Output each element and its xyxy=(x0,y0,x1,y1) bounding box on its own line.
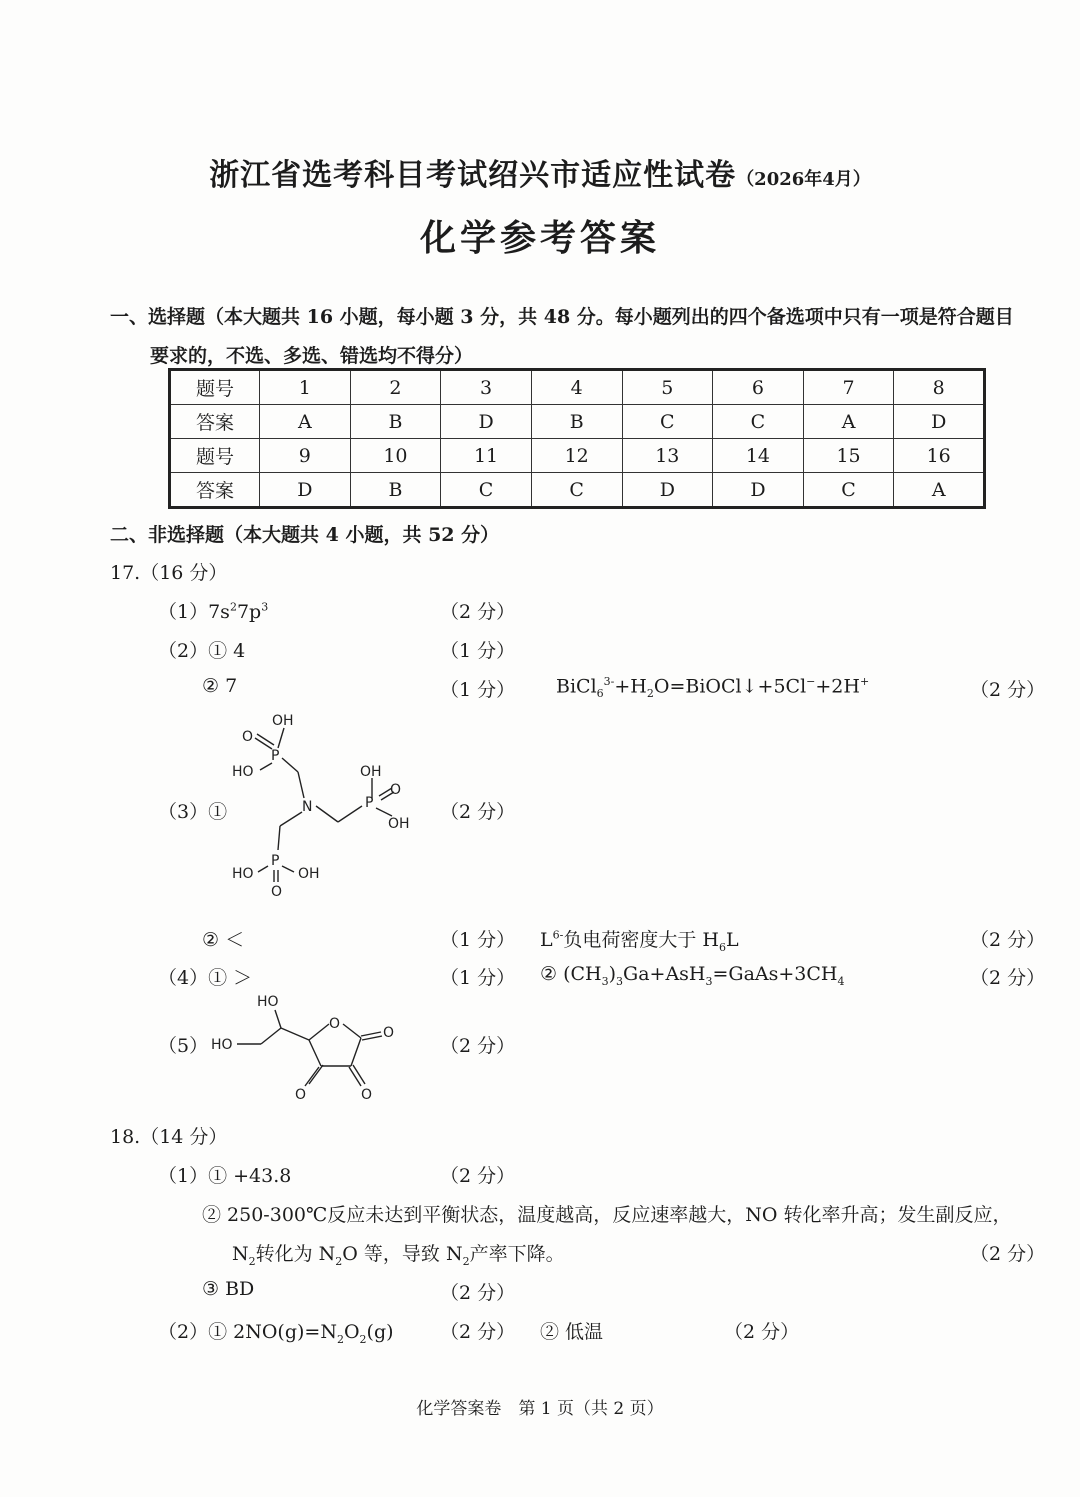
table-cell: B xyxy=(350,405,441,439)
eq-part: ② (CH xyxy=(540,963,602,985)
exam-date: （2026年4月） xyxy=(736,169,871,190)
q18-p2b: ② 低温 xyxy=(540,1321,604,1343)
q17-p3b-score: （1 分） xyxy=(440,929,516,951)
struct-label-o: O xyxy=(295,1087,307,1103)
table-header-number: 题号 xyxy=(170,370,260,405)
table-cell: D xyxy=(441,405,532,439)
table-cell: 12 xyxy=(531,439,622,473)
table-cell: D xyxy=(713,473,804,508)
struct-label-oh: OH xyxy=(272,713,294,729)
subscript: 2 xyxy=(336,1332,344,1346)
subscript: 2 xyxy=(359,1332,367,1346)
subscript: 3 xyxy=(616,974,624,988)
q17-p2b: ② 7 xyxy=(202,675,238,697)
table-row xyxy=(170,439,985,473)
lactone-structure xyxy=(205,990,405,1105)
q18-header: 18.（14 分） xyxy=(110,1126,228,1148)
eq-part: =GaAs+3CH xyxy=(712,963,838,985)
q18-p1: （1）① +43.8 xyxy=(158,1165,292,1187)
table-cell: 9 xyxy=(260,439,351,473)
q17-p2: （2）① 4 xyxy=(158,640,246,662)
struct-label-o: O xyxy=(383,1025,395,1041)
struct-label-o: O xyxy=(329,1016,341,1032)
eq-part: ) xyxy=(608,963,617,985)
table-cell: A xyxy=(894,473,985,508)
table-cell: A xyxy=(803,405,894,439)
q18-p1-score: （2 分） xyxy=(440,1165,516,1187)
table-cell: C xyxy=(531,473,622,508)
q18-p1c: ③ BD xyxy=(202,1278,255,1300)
table-row xyxy=(170,473,985,508)
superscript: + xyxy=(859,675,870,688)
table-row xyxy=(170,405,985,439)
q17-p3-score: （2 分） xyxy=(440,801,516,823)
superscript: 2 xyxy=(229,600,237,614)
q18-p2 xyxy=(158,1317,394,1346)
table-cell: 2 xyxy=(350,370,441,405)
table-cell: 1 xyxy=(260,370,351,405)
q17-p4-score: （1 分） xyxy=(440,967,516,989)
struct-label-ho: HO xyxy=(257,994,279,1010)
superscript: 3 xyxy=(261,600,269,614)
q17-p4-equation xyxy=(540,963,845,988)
subscript: 4 xyxy=(837,974,845,988)
table-cell: 13 xyxy=(622,439,713,473)
q17-p4-eq-score: （2 分） xyxy=(970,967,1046,989)
q17-p2b-equation xyxy=(556,675,869,700)
struct-label-p: P xyxy=(271,853,280,869)
table-cell: 8 xyxy=(894,370,985,405)
q17-p5-score: （2 分） xyxy=(440,1035,516,1057)
table-cell: 5 xyxy=(622,370,713,405)
q17-p1 xyxy=(158,597,268,624)
section2-heading: 二、非选择题（本大题共 4 小题，共 52 分） xyxy=(110,524,500,546)
struct-label-p: P xyxy=(365,795,374,811)
text-part: 转化为 N xyxy=(255,1243,336,1265)
q17-header: 17.（16 分） xyxy=(110,562,228,584)
q17-p3: （3）① xyxy=(158,801,228,823)
q18-p2-score: （2 分） xyxy=(440,1321,516,1343)
table-cell: 4 xyxy=(531,370,622,405)
table-cell: A xyxy=(260,405,351,439)
table-cell: D xyxy=(260,473,351,508)
table-cell: 11 xyxy=(441,439,532,473)
q17-p1-label: （1） xyxy=(158,601,209,623)
eq-part: +H xyxy=(614,675,647,698)
table-cell: C xyxy=(441,473,532,508)
text-part: O 等，导致 N xyxy=(342,1243,463,1265)
table-cell: C xyxy=(803,473,894,508)
superscript: − xyxy=(806,675,816,688)
struct-label-oh: OH xyxy=(388,816,410,832)
q18-p1b-line1: ② 250-300℃反应未达到平衡状态，温度越高，反应速率越大，NO 转化率升高；发生副反应， xyxy=(202,1204,1012,1226)
subscript: 3 xyxy=(601,974,609,988)
table-cell: 14 xyxy=(713,439,804,473)
reason-part: 负电荷密度大于 H xyxy=(563,929,719,951)
struct-label-ho: HO xyxy=(232,866,254,882)
page-footer: 化学答案卷 第 1 页（共 2 页） xyxy=(416,1399,664,1419)
table-cell: C xyxy=(622,405,713,439)
subscript: 2 xyxy=(462,1254,470,1268)
eq-part: +2H xyxy=(815,675,860,698)
eq-part: BiCl xyxy=(556,675,597,698)
q17-p4: （4）① ＞ xyxy=(158,967,253,989)
table-cell: 3 xyxy=(441,370,532,405)
table-cell: D xyxy=(894,405,985,439)
section1-instructions-line2: 要求的，不选、多选、错选均不得分） xyxy=(150,345,474,367)
table-row xyxy=(170,370,985,405)
struct-label-p: P xyxy=(271,748,280,764)
table-cell: 10 xyxy=(350,439,441,473)
table-cell: 6 xyxy=(713,370,804,405)
eq-part: (g) xyxy=(366,1321,394,1343)
eq-part: O=BiOCl↓+5Cl xyxy=(653,675,807,698)
struct-label-o: O xyxy=(390,782,402,798)
table-header-answer: 答案 xyxy=(170,405,260,439)
q17-p3b: ② ＜ xyxy=(202,929,245,951)
subscript: 2 xyxy=(248,1254,256,1268)
table-cell: B xyxy=(531,405,622,439)
struct-label-n: N xyxy=(302,799,313,815)
q17-p2b-eq-score: （2 分） xyxy=(970,679,1046,701)
subscript: 6 xyxy=(596,687,604,701)
superscript: 3- xyxy=(603,675,615,688)
table-cell: 15 xyxy=(803,439,894,473)
eq-part: Ga+AsH xyxy=(623,963,706,985)
table-header-answer: 答案 xyxy=(170,473,260,508)
phosphonate-structure xyxy=(222,708,422,900)
reason-part: L xyxy=(540,929,553,951)
table-header-number: 题号 xyxy=(170,439,260,473)
exam-title-text: 浙江省选考科目考试绍兴市适应性试卷 xyxy=(209,158,737,193)
answer-table xyxy=(168,368,986,509)
table-cell: 16 xyxy=(894,439,985,473)
table-cell: C xyxy=(713,405,804,439)
text-part: N xyxy=(232,1243,249,1265)
eq-part: 2NO(g)=N xyxy=(233,1321,337,1343)
q17-p2-score: （1 分） xyxy=(440,640,516,662)
struct-label-o: O xyxy=(361,1087,373,1103)
q17-p3b-reason-score: （2 分） xyxy=(970,929,1046,951)
q17-p5: （5） xyxy=(158,1035,209,1057)
struct-label-ho: HO xyxy=(232,764,254,780)
struct-label-o: O xyxy=(242,729,254,745)
table-cell: D xyxy=(622,473,713,508)
exam-title xyxy=(0,150,1080,194)
subscript: 2 xyxy=(335,1254,343,1268)
q18-p1c-score: （2 分） xyxy=(440,1282,516,1304)
q17-p2b-score: （1 分） xyxy=(440,679,516,701)
subscript: 3 xyxy=(705,974,713,988)
page-subtitle: 化学参考答案 xyxy=(419,217,660,259)
q18-p1b-line2 xyxy=(232,1239,565,1268)
struct-label-oh: OH xyxy=(360,764,382,780)
q17-p1-answer: 7s xyxy=(208,601,230,623)
text-part: 产率下降。 xyxy=(469,1243,565,1265)
q18-p1b-score: （2 分） xyxy=(970,1243,1046,1265)
q17-p1-answer-mid: 7p xyxy=(236,601,262,623)
q18-p2-label: （2）① xyxy=(158,1321,228,1343)
table-cell: B xyxy=(350,473,441,508)
reason-part: L xyxy=(725,929,739,951)
q17-p1-score: （2 分） xyxy=(440,601,516,623)
subscript: 2 xyxy=(646,687,654,701)
struct-label-ho: HO xyxy=(211,1037,233,1053)
q17-p3b-reason xyxy=(540,925,739,954)
eq-part: O xyxy=(343,1321,360,1343)
table-cell: 7 xyxy=(803,370,894,405)
superscript: 6- xyxy=(552,928,564,942)
struct-label-o: O xyxy=(271,884,283,900)
q18-p2b-score: （2 分） xyxy=(724,1321,800,1343)
struct-label-oh: OH xyxy=(298,866,320,882)
subscript: 6 xyxy=(718,940,726,954)
section1-instructions-line1: 一、选择题（本大题共 16 小题，每小题 3 分，共 48 分。每小题列出的四个备选项中只有一项是符合题目 xyxy=(110,306,1014,328)
